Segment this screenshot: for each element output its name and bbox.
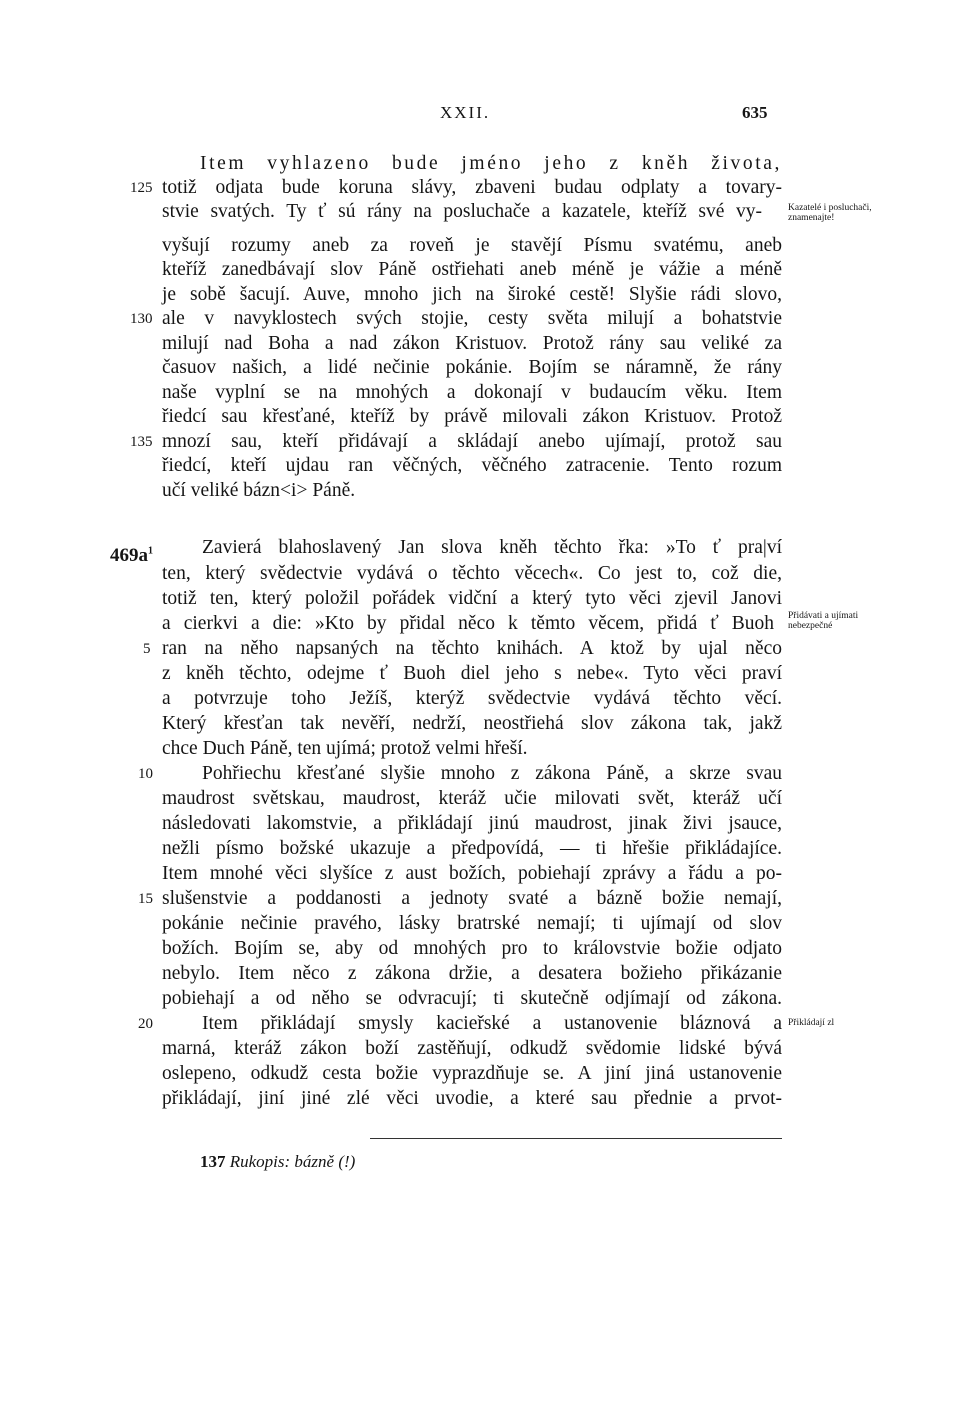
footnote-text: Rukopis: bázně (!) [229,1152,356,1171]
text-line: ten, který svědectvie vydává o těchto věcech«. Co jest to, což die, [162,563,782,584]
text-line: maudrost světskau, maudrost, kteráž učie milovati svět, kteráž učí [162,788,782,809]
text-line: Item vyhlazeno bude jméno jeho z kněh života, [200,153,782,174]
footnote-rule [370,1138,782,1139]
text-line: marná, kteráž zákon boží zastěňují, odkudž svědomie lidské bývá [162,1038,782,1059]
line-number: 125 [130,180,153,196]
text-line: následovati lakomstvie, a přikládají jinú maudrost, jinak živi jsauce, [162,813,782,834]
text-line: z kněh těchto, odejme ť Buoh diel jeho s nebe«. Tyto věci praví [162,663,782,684]
line-number: 135 [130,434,153,450]
text-line: pokánie nečinie pravého, lásky bratrské nemají; ti ujímají od slov [162,913,782,934]
page-number: 635 [742,103,768,122]
line-number: 20 [138,1016,153,1032]
line-number: 5 [143,641,151,657]
text-line: božích. Bojím se, aby od mnohých pro to královstvie božie odjato [162,938,782,959]
text-line: Zavierá blahoslavený Jan slova kněh těchto řka: »To ť pra|ví [202,537,782,558]
folio-marker: $469a^1$ [110,545,153,566]
line-number: 15 [138,891,153,907]
text-line: Item mnohé věci slyšíce z aust božích, pobiehají zprávy a řádu a po- [162,863,782,884]
text-line: oslepeno, odkudž cesta božie vyprazdňuje se. A jiní jiná ustanovenie [162,1063,782,1084]
chapter-number: XXII. [440,103,491,122]
footnote-number: 137 [200,1152,226,1171]
text-line: totiž ten, který položil pořádek vidční a který tyto věci zjevil Janovi [162,588,782,609]
text-line: učí veliké bázn<i> Páně. [162,480,356,501]
text-line: Pohřiechu křesťané slyšie mnoho z zákona Páně, a skrze svau [202,763,782,784]
text-line: milují nad Boha a nad zákon Kristuov. Protož rány sau veliké za [162,333,782,354]
text-line: ale v navyklostech svých stojie, cesty světa milují a bohatstvie [162,308,782,329]
text-line: nežli písmo božské ukazuje a předpovídá, — ti hřešie přikládajíce. [162,838,782,859]
text-line: je sobě šacují. Auve, mnoho jich na široké cestě! Slyšie rádi slovo, [162,284,782,305]
text-line: chce Duch Páně, ten ujímá; protož velmi hřeší. [162,738,528,759]
text-line: časuov našich, a lidé nečinie pokánie. Bojím se náramně, že rány [162,357,782,378]
text-line: kteříž zanedbávají slov Páně ostřiehati aneb méně je vážie a méně [162,259,782,280]
line-number: 130 [130,311,153,327]
margin-note: Kazatelé i posluchači, znamenajte! [788,203,872,223]
text-line: nebylo. Item něco z zákona držie, a desatera božieho přikázanie [162,963,782,984]
text-line: slušenstvie a poddanosti a jednoty svaté a bázně božie nemají, [162,888,782,909]
text-line: řiedcí sau křesťané, kteříž by právě milovali zákon Kristuov. Protož [162,406,782,427]
text-line: ran na něho napsaných na těchto knihách. A ktož by ujal něco [162,638,782,659]
text-line: naše vyplní se na mnohých a dokonají v budaucím věku. Item [162,382,782,403]
margin-note: Přikládají zl [788,1018,835,1028]
text-line: a potvrzuje toho Ježíš, kterýž svědectvie vydává těchto věcí. [162,688,782,709]
text-line: a cierkvi a die: »Kto by přidal něco k těmto věcem, přidá ť Buoh [162,613,774,634]
text-line: stvie svatých. Ty ť sú rány na posluchače a kazatele, kteříž své vy- [162,201,762,222]
margin-note: Přidávati a ujímati nebezpečné [788,611,859,631]
text-line: vyšují rozumy aneb za roveň je stavějí Písmu svatému, aneb [162,235,782,256]
line-number: 10 [138,766,153,782]
text-line: přikládají, jiní jiné zlé věci uvodie, a které sau přednie a prvot- [162,1088,782,1109]
text-line: řiedcí, kteří ujdau ran věčných, věčného zatracenie. Tento rozum [162,455,782,476]
text-line: totiž odjata bude koruna slávy, zbaveni budau odplaty a tovary- [162,177,782,198]
text-line: mnozí sau, kteří přidávají a skládají anebo ujímají, protož sau [162,431,782,452]
text-line: Který křesťan tak nevěří, nedrží, neostřiehá slov zákona tak, jakž [162,713,782,734]
text-line: Item přikládají smysly kacieřské a ustanovenie bláznová a [202,1013,782,1034]
text-line: pobiehají a od něho se odvracují; ti skutečně odjímají od zákona. [162,988,782,1009]
footnote [200,1152,355,1172]
